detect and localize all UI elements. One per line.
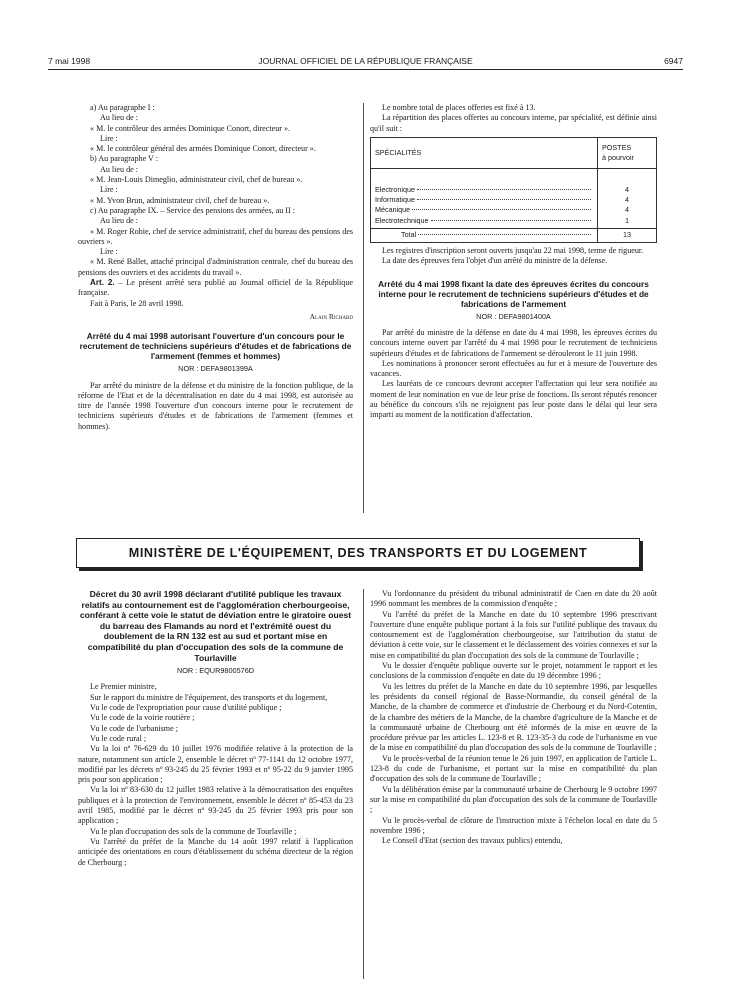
decree3-paragraph: Le Premier ministre, [90, 682, 157, 692]
exam-date-text: La date des épreuves fera l'objet d'un arrêté du ministre de la défense. [382, 256, 608, 266]
decree2-para-1: Par arrêté du ministre de la défense en date du 4 mai 1998, les épreuves écrites du concours interne ouvert par l'arrêté du 4 mai 1998 pour le recrutement de techniciens supérieurs d'études et de fabrications de l'armement se dérouleront le 11 juin 1998. [370, 327, 657, 358]
speciality-value: 4 [625, 195, 629, 205]
amendment-line: b) Au paragraphe V : [90, 154, 159, 164]
speciality-value: 4 [625, 184, 629, 194]
decree3-paragraph: Vu le procès-verbal de la réunion tenue le 26 juin 1997, en application de l'article L. 123-8 du code de l'urbanisme, et portant sur la mise en compatibilité du plan d'occupation des sols de la commune de Tourlaville ; [370, 753, 657, 784]
table-total-row [371, 229, 657, 243]
amendment-line: Au lieu de : [100, 113, 138, 123]
decree3-paragraph: Le Conseil d'Etat (section des travaux publics) entendu, [382, 836, 563, 846]
decree2-para-2: Les nominations à prononcer seront effectuées au fur et à mesure de l'ouverture des vacances. [370, 358, 657, 379]
decree3-paragraph: Vu la loi nº 76-629 du 10 juillet 1976 modifiée relative à la protection de la nature, notamment son article 2, ensemble le décret nº 77-1141 du 12 octobre 1977, modifié par les décrets nº 93-245 du 25 février 1993 et nº 95-22 du 9 janvier 1995 pris pour son application ; [78, 744, 353, 785]
places-distribution: La répartition des places offertes au concours interne, par spécialité, est définie ainsi qu'il suit : [370, 113, 657, 133]
col-postes-sub: à pourvoir [602, 152, 634, 162]
total-label: Total [401, 230, 417, 240]
amendment-line: « M. Jean-Louis Dimeglio, administrateur civil, chef de bureau ». [90, 175, 303, 185]
table-header-row [371, 137, 657, 168]
decree3-paragraph: Vu le code de l'expropriation pour cause d'utilité publique ; [90, 703, 282, 713]
total-value: 13 [598, 229, 657, 243]
col-postes-label: POSTES [602, 142, 632, 152]
decree3-left-paragraphs [78, 682, 353, 867]
decree3-paragraph: Vu les lettres du préfet de la Manche en date du 10 septembre 1996, par lesquelles les présidents du conseil régional de Basse-Normandie, du conseil général de la Manche, de la chambre de commerce et d'industrie de Cherbourg et du Nord-Cotentin, de la chambre des métiers de la Manche, de la chambre d'agriculture de la Manche et de la communauté urbaine de Cherbourg ont été informés de la mise en œuvre de la procédure prévue par les articles L. 123-8 et R. 123-35-3 du code de l'urbanisme en vue de la mise en compatibilité du plan d'occupation des sols de la commune de Tourlaville ; [370, 681, 657, 753]
speciality-row [375, 195, 593, 205]
amendment-line: « M. Yvon Brun, administrateur civil, chef de bureau ». [90, 195, 270, 205]
decree2-title: Arrêté du 4 mai 1998 fixant la date des épreuves écrites du concours interne pour le recrutement de techniciens supérieurs d'études et de fabrications de l'armement [378, 278, 649, 309]
decree2-nor: NOR : DEFA9801400A [476, 311, 551, 321]
speciality-label: Electronique [375, 184, 415, 194]
amendment-line: Lire : [100, 133, 118, 143]
col-postes [598, 137, 657, 168]
decree3-paragraph: Vu le code de la voirie routière ; [90, 713, 195, 723]
registers-text: Les registres d'inscription seront ouverts jusqu'au 22 mai 1998, terme de rigueur. [382, 246, 644, 256]
column-divider-top [363, 103, 364, 513]
speciality-label: Informatique [375, 195, 415, 205]
decree3-paragraph: Vu la délibération émise par la communauté urbaine de Cherbourg le 9 octobre 1997 sur la mise en compatibilité du plan d'occupation des sols de la commune de Tourlaville ; [370, 784, 657, 815]
ministry-banner: MINISTÈRE DE L'ÉQUIPEMENT, DES TRANSPORTS ET DU LOGEMENT [76, 538, 640, 568]
amendment-line: « M. le contrôleur des armées Dominique Conort, directeur ». [90, 123, 291, 133]
amendment-line: Lire : [100, 247, 118, 257]
decree2-para-3: Les lauréats de ce concours devront accepter l'affectation qui leur sera notifiée au moment de leur nomination en vue de leur prise de fonctions. Ils seront réputés renoncer au bénéfice du concours s'ils ne rejoignent pas leur poste dans le délai qui leur sera imparti au moment de la notification d'affectation. [370, 379, 657, 420]
table-total-label-cell [371, 229, 598, 243]
decree3-paragraph: Vu le procès-verbal de clôture de l'instruction mixte à l'échelon local en date du 5 novembre 1996 ; [370, 815, 657, 835]
speciality-row [375, 185, 593, 195]
left-column-bottom [78, 589, 353, 868]
amendment-line: a) Au paragraphe I : [90, 103, 155, 112]
header-journal-title: JOURNAL OFFICIEL DE LA RÉPUBLIQUE FRANÇAISE [258, 56, 473, 66]
decree3-paragraph: Vu le dossier d'enquête publique ouverte sur le projet, notamment le rapport et les conclusions de la commission d'enquête en date du 19 décembre 1996 ; [370, 661, 657, 681]
right-column-bottom [370, 589, 657, 846]
amendment-line: « M. René Ballet, attaché principal d'administration centrale, chef du bureau des pensions des ouvriers et des accidents du travail ». [78, 257, 353, 277]
right-column-top [370, 103, 657, 421]
speciality-label: Mécanique [375, 205, 411, 215]
header-page-number: 6947 [664, 56, 683, 66]
amendment-line: « M. le contrôleur général des armées Dominique Conort, directeur ». [90, 144, 316, 154]
col-specialites: SPÉCIALITÉS [371, 137, 598, 168]
decree3-paragraph: Vu la loi nº 83-630 du 12 juillet 1983 relative à la démocratisation des enquêtes publiques et à la protection de l'environnement, ensemble le décret nº 85-453 du 23 avril 1985, modifié par le décret nº 93-245 du 25 février 1993 pris pour son application ; [78, 785, 353, 826]
speciality-row [375, 216, 593, 226]
speciality-label: Electrotechnique [375, 215, 429, 225]
amendment-list [78, 103, 353, 278]
article-2-text: – Le présent arrêté sera publié au Journal officiel de la République française. [78, 278, 353, 298]
header-rule [48, 69, 683, 70]
column-divider-bottom [363, 589, 364, 979]
left-column-top [78, 103, 353, 432]
amendment-line: Au lieu de : [100, 216, 138, 226]
decree3-paragraph: Sur le rapport du ministre de l'équipement, des transports et du logement, [90, 692, 328, 702]
fait-a-paris: Fait à Paris, le 28 avril 1998. [90, 298, 184, 308]
decree3-paragraph: Vu le code de l'urbanisme ; [90, 723, 178, 733]
decree3-paragraph: Vu le code rural ; [90, 733, 147, 743]
table-values-cell [598, 168, 657, 228]
table-body [371, 168, 657, 228]
decree1-title: Arrêté du 4 mai 1998 autorisant l'ouverture d'un concours pour le recrutement de techniciens supérieurs d'études et de fabrications de l'armement (femmes et hommes) [79, 331, 352, 362]
decree3-right-paragraphs [370, 589, 657, 846]
decree3-paragraph: Vu l'ordonnance du président du tribunal administratif de Caen en date du 20 août 1996 nommant les membres de la commission d'enquête ; [370, 589, 657, 609]
table-labels-cell [371, 168, 598, 228]
speciality-row [375, 205, 593, 215]
amendment-line: Lire : [100, 185, 118, 195]
decree3-title: Décret du 30 avril 1998 déclarant d'utilité publique les travaux relatifs au contournement est de l'agglomération cherbourgeoise, conférant à cette voie le statut de déviation entre le giratoire ouest du barreau des Flamands au nord et l'extrémité ouest du doublement de la RN 132 est au sud et portant mise en compatibilité du plan d'occupation des sols de la commune de Tourlaville [79, 589, 352, 663]
decree1-body: Par arrêté du ministre de la défense et du ministre de la fonction publique, de la réforme de l'Etat et de la décentralisation en date du 4 mai 1998, est autorisée au titre de l'année 1998 l'ouverture d'un concours interne pour le recrutement de techniciens supérieurs d'études et de fabrications de l'armement (femmes et hommes). [78, 380, 353, 431]
article-2-label: Art. 2. [90, 278, 115, 288]
places-total: Le nombre total de places offertes est fixé à 13. [382, 103, 536, 112]
header-date: 7 mai 1998 [48, 56, 91, 66]
amendment-line: c) Au paragraphe IX. – Service des pensions des armées, au II : [90, 205, 295, 215]
page-header [48, 56, 683, 68]
specialities-table [370, 137, 657, 243]
decree3-nor: NOR : EQUR9800576D [176, 666, 255, 676]
decree3-paragraph: Vu l'arrêté du préfet de la Manche en date du 10 septembre 1996 prescrivant l'ouverture d'une enquête publique portant à la fois sur l'utilité publique des travaux du contournement est de l'agglomération cherbourgeoise, sur l'attribution du statut de déviation à cette voie, sur le classement et le déclassement des voiries connexes et sur la mise en compatibilité du plan d'occupation des sols de la commune de Tourlaville ; [370, 609, 657, 660]
signature: Alain Richard [309, 311, 353, 321]
amendment-line: « M. Roger Robie, chef de service administratif, chef du bureau des pensions des ouvriers ». [78, 226, 353, 246]
speciality-value: 4 [625, 205, 629, 215]
decree1-nor: NOR : DEFA9801399A [178, 364, 253, 374]
speciality-value: 1 [625, 215, 629, 225]
decree3-paragraph: Vu le plan d'occupation des sols de la commune de Tourlaville ; [90, 826, 297, 836]
decree3-paragraph: Vu l'arrêté du préfet de la Manche du 14 août 1997 relatif à l'application anticipée des orientations en cours d'établissement du schéma directeur de la région de Cherbourg ; [78, 836, 353, 867]
amendment-line: Au lieu de : [100, 164, 138, 174]
article-2 [78, 278, 353, 299]
